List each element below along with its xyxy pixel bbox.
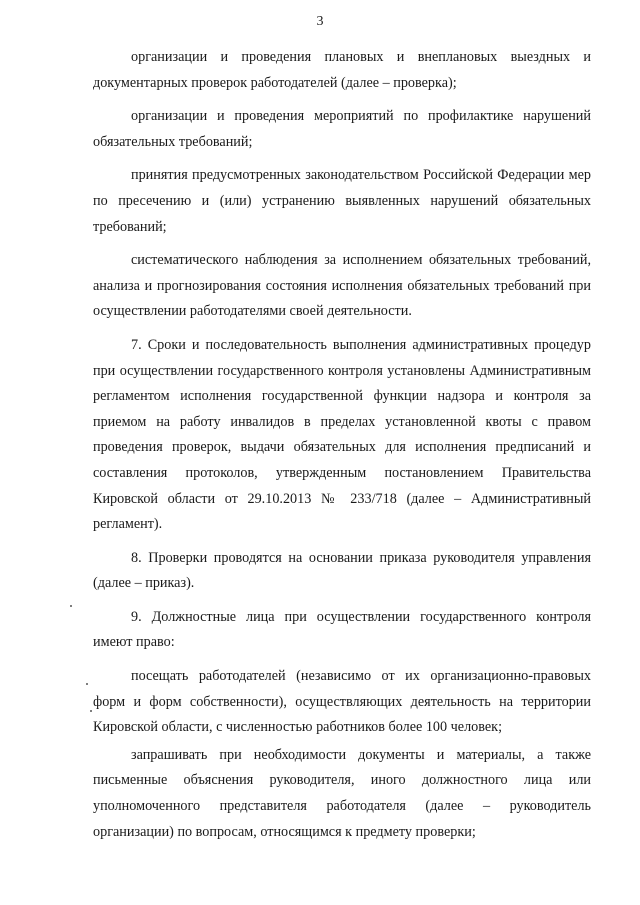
paragraph-right-visit: посещать работодателей (независимо от их организационно-правовых форм и форм собственности), осуществляющих деятельность на территории Кировской области, с численностью работников более 100 человек; xyxy=(93,668,591,736)
scan-speck xyxy=(90,710,92,712)
paragraph-item-7: 7. Сроки и последовательность выполнения административных процедур при осуществлении государственного контроля установлены Административным регламентом исполнения государственной функции надзора и контроля за приемом на работу инвалидов в пределах установленной квоты с правом проведения проверок, выдачи обязательных для исполнения предписаний и составления протоколов, утвержденным постановлением Правительства Кировской области от 29.10.2013 № 233/718 (далее – Административный регламент). xyxy=(93,336,591,533)
paragraph-measures: принятия предусмотренных законодательством Российской Федерации мер по пресечению и (или) устранению выявленных нарушений обязательных требований; xyxy=(93,167,591,235)
paragraph-prevention: организации и проведения мероприятий по профилактике нарушений обязательных требований; xyxy=(93,108,591,150)
document-body xyxy=(93,45,591,845)
scan-speck xyxy=(86,683,88,685)
paragraph-item-8: 8. Проверки проводятся на основании приказа руководителя управления (далее – приказ). xyxy=(93,549,591,592)
paragraph-monitoring: систематического наблюдения за исполнением обязательных требований, анализа и прогнозирования состояния исполнения обязательных требований при осуществлении работодателями своей деятельности. xyxy=(93,252,591,320)
scan-speck xyxy=(70,605,72,607)
page-number: 3 xyxy=(316,14,324,29)
paragraph-right-request: запрашивать при необходимости документы и материалы, а также письменные объяснения руководителя, иного должностного лица или уполномоченного представителя работодателя (далее – руководитель организации) по вопросам, относящимся к предмету проверки; xyxy=(93,746,591,840)
paragraph-inspections: организации и проведения плановых и внеплановых выездных и документарных проверок работодателей (далее – проверка); xyxy=(93,49,591,91)
paragraph-item-9: 9. Должностные лица при осуществлении государственного контроля имеют право: xyxy=(93,608,591,651)
